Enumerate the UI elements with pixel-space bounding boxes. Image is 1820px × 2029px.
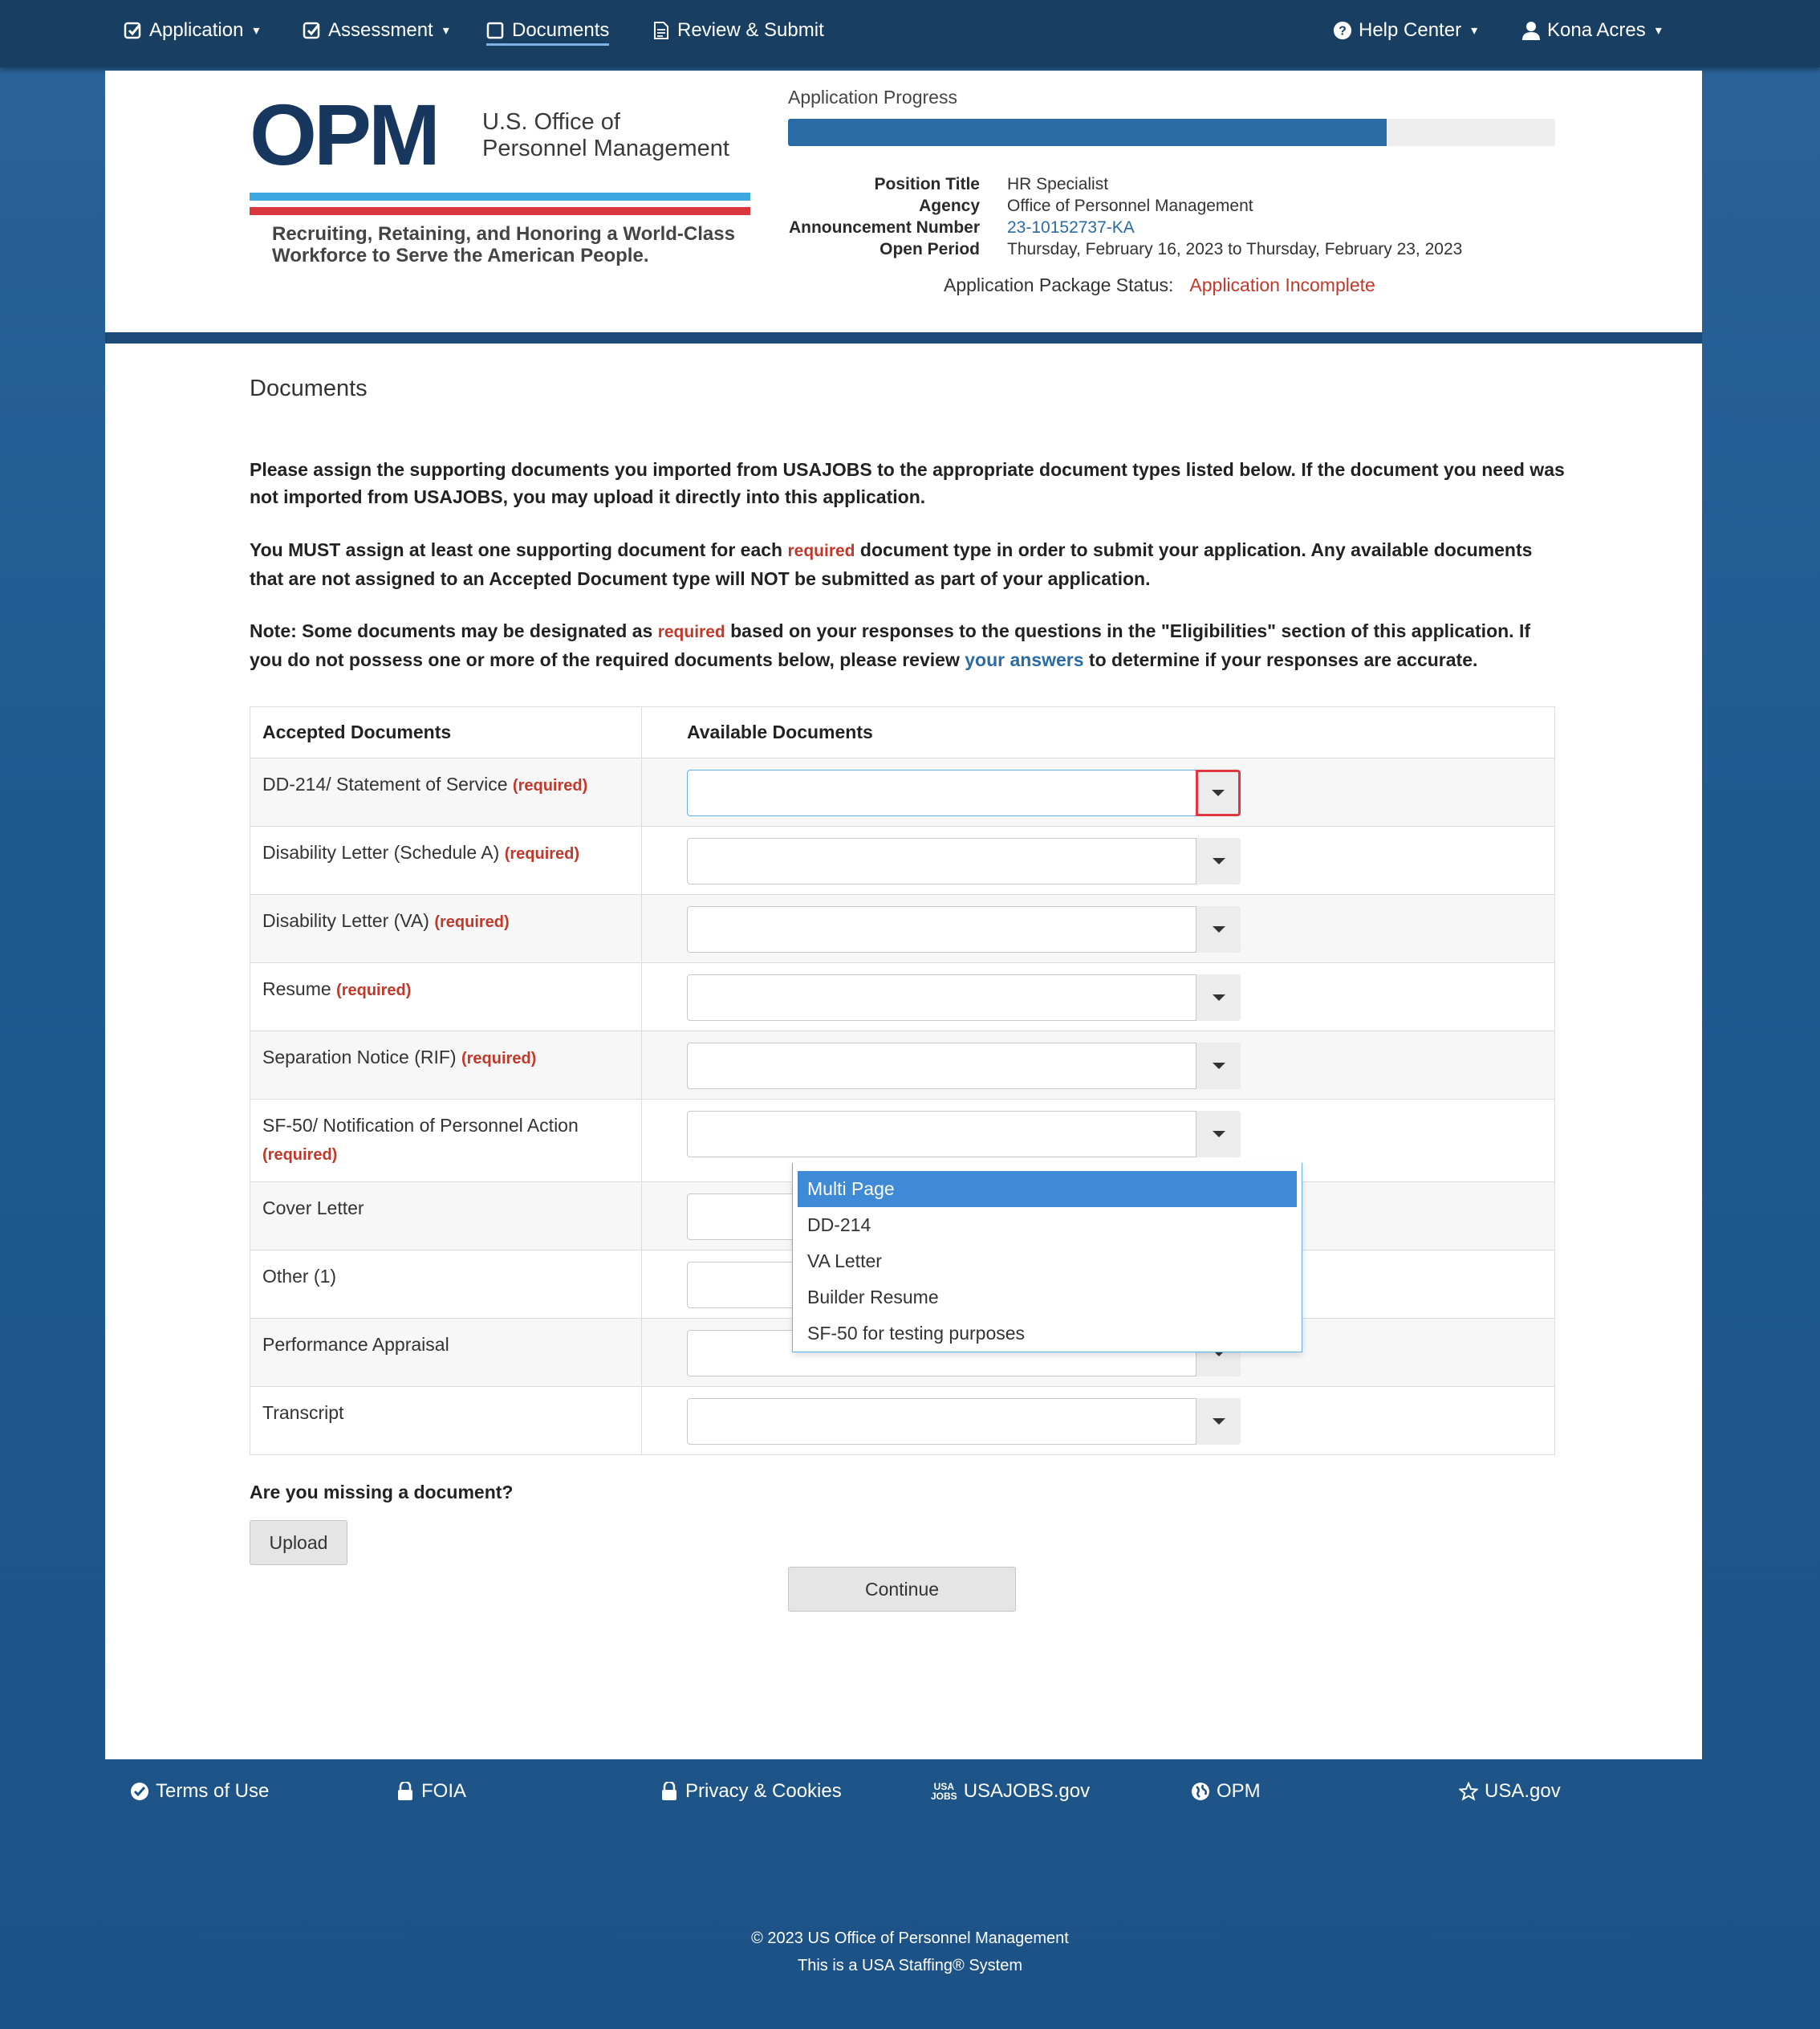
document-select[interactable] [687,770,1241,816]
dropdown-toggle-button[interactable] [1196,974,1241,1021]
document-type-label: Cover Letter [262,1197,364,1218]
footer-terms-link[interactable]: Terms of Use [130,1780,269,1803]
available-document-cell [642,758,1555,827]
table-row [250,758,1555,827]
dropdown-toggle-button[interactable] [1196,1111,1241,1157]
package-status-value: Application Incomplete [1189,274,1375,295]
check-square-icon [124,21,143,40]
document-type-label: Disability Letter (Schedule A) [262,842,500,863]
document-select[interactable] [687,906,1241,953]
document-icon [652,21,671,40]
required-tag: (required) [512,777,588,795]
dropdown-toggle-button[interactable] [1196,906,1241,953]
globe-icon [1191,1782,1210,1801]
copyright-text: © 2023 US Office of Personnel Management [751,1929,1069,1947]
accepted-document-name [250,963,642,1031]
caret-down-icon: ▾ [253,24,260,38]
document-type-label: Resume [262,978,331,999]
continue-button[interactable]: Continue [788,1567,1016,1612]
your-answers-link[interactable]: your answers [965,649,1084,670]
required-tag: (required) [262,1146,338,1164]
footer-opm-link[interactable]: OPM [1191,1780,1261,1803]
instructions-paragraph-3: Note: Some documents may be designated as required based on your responses to the questions in the "Eligibilities" section of this application. If you do not possess one or more of the required documents below, please review your answers to determine if your responses are accurate. [250,620,1530,670]
svg-text:?: ? [1339,24,1347,39]
accepted-document-name [250,1387,642,1455]
document-select[interactable] [687,1111,1241,1157]
caret-down-icon: ▾ [442,24,449,38]
required-tag: (required) [461,1050,537,1067]
dropdown-option[interactable]: SF-50 for testing purposes [807,1323,1026,1344]
table-row [250,827,1555,895]
caret-down-icon [1212,790,1225,796]
missing-document-label: Are you missing a document? [250,1482,514,1502]
dropdown-option[interactable]: Builder Resume [807,1287,939,1307]
accepted-document-name [250,758,642,827]
footer-links [0,1780,1820,1812]
dropdown-toggle-button[interactable] [1196,1398,1241,1445]
nav-assessment[interactable] [303,19,449,42]
announcement-link[interactable]: 23-10152737-KA [1007,218,1135,237]
caret-down-icon: ▾ [1471,24,1478,38]
dropdown-option[interactable]: Multi Page [798,1171,1297,1207]
lock-icon [396,1782,415,1801]
nav-review-submit[interactable] [652,19,824,42]
required-tag: (required) [336,982,412,999]
instructions-paragraph-2: You MUST assign at least one supporting document for each required document type in order to submit your application. Any available documents that are not assigned to an Accepted Document type will NOT be submitted as part of your application. [250,539,1533,589]
document-select[interactable] [687,838,1241,884]
agency-value: Office of Personnel Management [1007,197,1253,215]
nav-user-menu[interactable] [1521,19,1662,42]
nav-application-label: Application [149,19,244,41]
application-header [105,71,1702,332]
accepted-document-name [250,1250,642,1319]
dropdown-toggle-button[interactable] [1196,838,1241,884]
footer-foia-link[interactable]: FOIA [396,1780,466,1803]
package-status-label: Application Package Status: [944,274,1174,295]
check-circle-icon [130,1782,149,1801]
accepted-document-name [250,1100,642,1182]
nav-documents-label: Documents [512,19,610,41]
table-row [250,895,1555,963]
announcement-label: Announcement Number [788,218,980,237]
usajobs-logo-icon: USA JOBS [931,1781,957,1802]
top-navigation [0,0,1820,67]
question-circle-icon [1333,21,1352,40]
available-document-cell [642,827,1555,895]
nav-user-label: Kona Acres [1547,19,1646,41]
document-type-label: SF-50/ Notification of Personnel Action [262,1115,579,1136]
caret-down-icon [1213,858,1225,864]
progress-fill [788,119,1387,146]
dropdown-toggle-button[interactable] [1196,770,1241,816]
progress-label: Application Progress [788,87,957,108]
available-document-cell [642,1031,1555,1100]
nav-help-center-label: Help Center [1359,19,1462,41]
document-select[interactable] [687,1398,1241,1445]
footer-usajobs-link[interactable]: USA JOBS USAJOBS.gov [931,1780,1091,1802]
accepted-document-name [250,895,642,963]
opm-logo-name: U.S. Office of Personnel Management [482,109,729,161]
accepted-document-name [250,1182,642,1250]
footer-privacy-link[interactable]: Privacy & Cookies [660,1780,842,1803]
square-icon [486,21,506,40]
copyright-block [0,1925,1820,1979]
document-type-label: Transcript [262,1402,344,1423]
available-document-cell [642,963,1555,1031]
document-dropdown-list [792,1163,1302,1352]
accepted-document-name [250,827,642,895]
nav-application[interactable] [124,19,259,42]
agency-label: Agency [919,197,980,215]
accepted-document-name [250,1031,642,1100]
lock-icon [660,1782,679,1801]
dropdown-toggle-button[interactable] [1196,1043,1241,1089]
open-period-label: Open Period [880,240,980,258]
caret-down-icon [1213,926,1225,933]
opm-tagline: Recruiting, Retaining, and Honoring a World-Class Workforce to Serve the American People. [272,223,735,266]
required-tag: required [657,623,725,641]
caret-down-icon: ▾ [1655,24,1662,38]
opm-logo-mark: OPM [250,86,438,183]
nav-help-center[interactable] [1333,19,1477,42]
dropdown-option[interactable]: VA Letter [807,1250,882,1271]
check-square-icon [303,21,322,40]
caret-down-icon [1213,1418,1225,1425]
nav-documents[interactable] [486,19,609,46]
caret-down-icon [1213,1131,1225,1137]
document-select[interactable] [687,1043,1241,1089]
position-title-label: Position Title [874,175,980,193]
footer-usagov-link[interactable]: USA.gov [1459,1780,1561,1803]
nav-review-submit-label: Review & Submit [677,19,824,41]
table-row [250,1031,1555,1100]
user-icon [1521,21,1541,40]
logo-stripe-red [250,207,750,215]
header-divider [105,332,1702,344]
system-text: This is a USA Staffing® System [797,1957,1023,1974]
star-icon [1459,1782,1478,1801]
progress-bar [788,119,1555,146]
page-title: Documents [250,376,368,401]
available-document-cell [642,1387,1555,1455]
document-select[interactable] [687,974,1241,1021]
document-type-label: Disability Letter (VA) [262,910,429,931]
position-title-value: HR Specialist [1007,175,1109,193]
table-row [250,963,1555,1031]
announcement-meta [788,173,1462,260]
required-tag: required [787,542,855,560]
document-type-label: DD-214/ Statement of Service [262,774,508,795]
column-header-available: Available Documents [642,707,1555,758]
caret-down-icon [1213,994,1225,1001]
required-tag: (required) [434,913,510,931]
column-header-accepted: Accepted Documents [250,707,642,758]
dropdown-option[interactable]: DD-214 [807,1214,871,1235]
available-document-cell [642,895,1555,963]
package-status [944,274,1375,296]
document-type-label: Performance Appraisal [262,1334,449,1355]
accepted-document-name [250,1319,642,1387]
document-type-label: Separation Notice (RIF) [262,1047,457,1067]
upload-button[interactable]: Upload [250,1520,347,1565]
caret-down-icon [1213,1063,1225,1069]
open-period-value: Thursday, February 16, 2023 to Thursday, February 23, 2023 [1007,240,1463,258]
table-row [250,1387,1555,1455]
instructions-paragraph-1: Please assign the supporting documents you imported from USAJOBS to the appropriate document types listed below. If the document you need was not imported from USAJOBS, you may upload it directly into this application. [250,459,1565,507]
nav-assessment-label: Assessment [328,19,433,41]
document-type-label: Other (1) [262,1266,337,1287]
required-tag: (required) [504,845,580,863]
documents-content [105,344,1702,1759]
logo-stripe-blue [250,193,750,201]
